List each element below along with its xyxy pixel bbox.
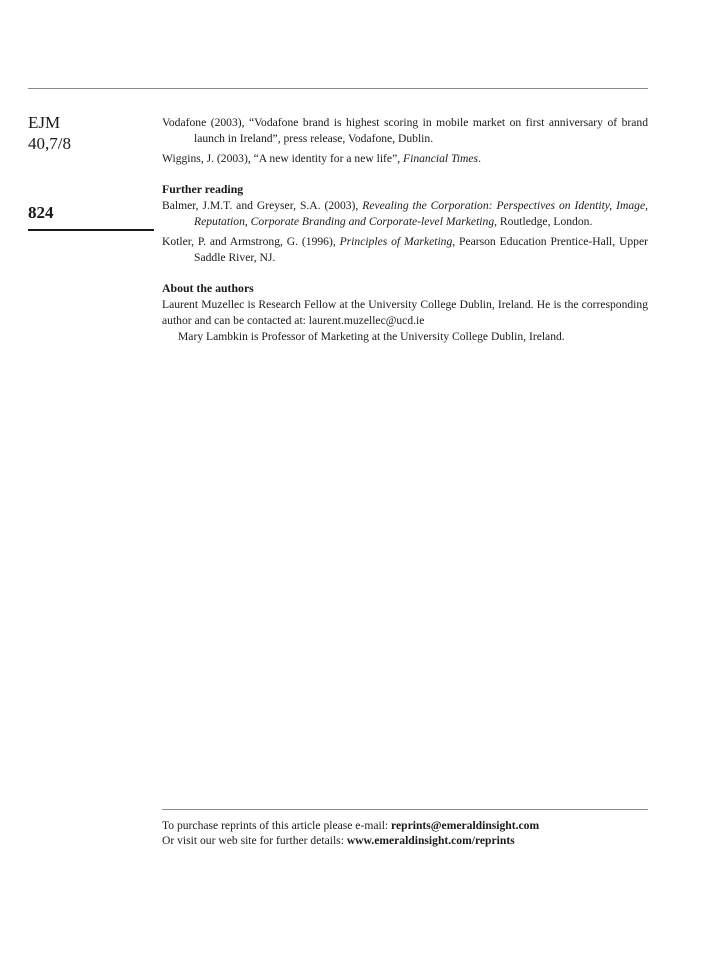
reference-text-end: , Pearson Education Prentice-Hall, Upper Saddle River, NJ. bbox=[194, 235, 648, 264]
about-authors-heading: About the authors bbox=[162, 281, 254, 295]
reference-entry bbox=[162, 115, 648, 147]
reprints-web-link[interactable]: www.emeraldinsight.com/reprints bbox=[346, 834, 515, 847]
reference-text: Kotler, P. and Armstrong, G. (1996), bbox=[162, 235, 340, 248]
author-bio-2: Mary Lambkin is Professor of Marketing at the University College Dublin, Ireland. bbox=[178, 330, 565, 343]
reference-title: Revealing the Corporation: Perspectives on Identity, Image, Reputation, Corporate Branding and Corporate-level Marketing bbox=[194, 199, 649, 228]
journal-abbrev: EJM bbox=[28, 113, 61, 132]
further-reading-heading: Further reading bbox=[162, 182, 244, 196]
reference-text: Balmer, J.M.T. and Greyser, S.A. (2003), bbox=[162, 199, 363, 212]
reprints-email-link[interactable]: reprints@emeraldinsight.com bbox=[391, 819, 540, 832]
reprints-email-text: To purchase reprints of this article please e-mail: bbox=[162, 819, 392, 832]
reprints-web-text: Or visit our web site for further details: bbox=[162, 834, 347, 847]
top-rule bbox=[28, 88, 648, 89]
reprints-web-line bbox=[162, 833, 648, 848]
journal-citation bbox=[28, 112, 71, 154]
footer-rule bbox=[162, 809, 648, 810]
reference-entry bbox=[162, 151, 648, 167]
journal-volume: 40,7/8 bbox=[28, 134, 71, 153]
reference-title: Principles of Marketing bbox=[339, 235, 453, 248]
reference-text: Vodafone (2003), “Vodafone brand is highest scoring in mobile market on first anniversary of brand launch in Ireland”, press release, Vodafone, Dublin. bbox=[162, 116, 648, 145]
reference-source: Financial Times bbox=[403, 152, 479, 165]
page-number: 824 bbox=[28, 203, 54, 222]
reference-text: Wiggins, J. (2003), “A new identity for a new life”, bbox=[162, 152, 404, 165]
page-number-rule bbox=[28, 229, 154, 231]
further-reading-entry bbox=[162, 198, 648, 230]
main-content bbox=[162, 115, 648, 345]
author-bio-1: Laurent Muzellec is Research Fellow at the University College Dublin, Ireland. He is the corresponding author and can be contacted at: laurent.muzellec@ucd.ie bbox=[162, 298, 648, 327]
reference-text-end: . bbox=[478, 152, 481, 165]
reprints-notice bbox=[162, 818, 648, 848]
reference-text-end: , Routledge, London. bbox=[494, 215, 593, 228]
further-reading-entry bbox=[162, 234, 648, 266]
reprints-email-line bbox=[162, 818, 648, 833]
